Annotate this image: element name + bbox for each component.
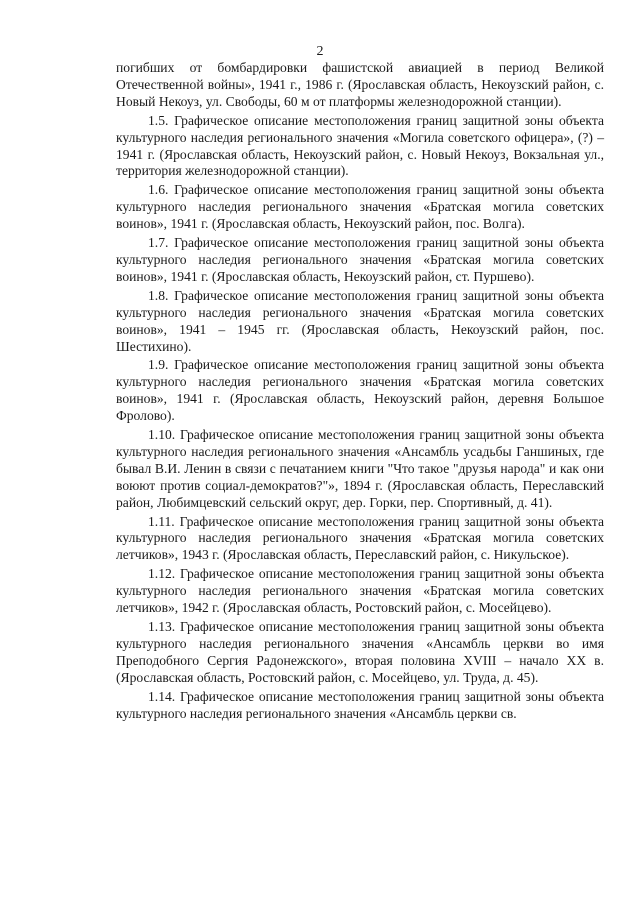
paragraph-1-10: 1.10. Графическое описание местоположения границ защитной зоны объекта культурного наследия регионального значения «Ансамбль усадьбы Ганшиных, где бывал В.И. Ленин в связи с печатанием книги "Что такое "друзья народа" и как они воюют против социал-демократов?"», 1894 г. (Ярославская область, Переславский район, Любимцевский сельский округ, дер. Горки, пер. Спортивный, д. 41). <box>116 427 604 510</box>
paragraph-1-7: 1.7. Графическое описание местоположения границ защитной зоны объекта культурного наследия регионального значения «Братская могила советских воинов», 1941 г. (Ярославская область, Некоузский район, ст. Пуршево). <box>116 235 604 284</box>
paragraph-1-5: 1.5. Графическое описание местоположения границ защитной зоны объекта культурного наследия регионального значения «Могила советского офицера», (?) – 1941 г. (Ярославская область, Некоузский район, с. Новый Некоуз, Вокзальная ул., территория железнодорожной станции). <box>116 112 604 179</box>
paragraph-1-13: 1.13. Графическое описание местоположения границ защитной зоны объекта культурного наследия регионального значения «Ансамбль церкви во имя Преподобного Сергия Радонежского», вторая половина XVIII – начало XX в. (Ярославская область, Ростовский район, с. Мосейцево, ул. Труда, д. 45). <box>116 619 604 685</box>
paragraph-1-9: 1.9. Графическое описание местоположения границ защитной зоны объекта культурного наследия регионального значения «Братская могила советских воинов», 1941 г. (Ярославская область, Некоузский район, деревня Большое Фролово). <box>116 357 604 424</box>
page-number: 2 <box>316 44 324 59</box>
paragraph-1-14: 1.14. Графическое описание местоположения границ защитной зоны объекта культурного наследия регионального значения «Ансамбль церкви св. <box>116 688 604 721</box>
paragraph-1-8: 1.8. Графическое описание местоположения границ защитной зоны объекта культурного наследия регионального значения «Братская могила советских воинов», 1941 – 1945 гг. (Ярославская область, Некоузский район, пос. Шестихино). <box>116 287 604 354</box>
document-body <box>116 60 604 724</box>
paragraph-1-12: 1.12. Графическое описание местоположения границ защитной зоны объекта культурного наследия регионального значения «Братская могила советских летчиков», 1942 г. (Ярославская область, Ростовский район, с. Мосейцево). <box>116 566 604 616</box>
paragraph-continuation: погибших от бомбардировки фашистской авиацией в период Великой Отечественной войны», 1941 г., 1986 г. (Ярославская область, Некоузский район, с. Новый Некоуз, ул. Свободы, 60 м от платформы железнодорожной станции). <box>116 60 604 109</box>
paragraph-1-11: 1.11. Графическое описание местоположения границ защитной зоны объекта культурного наследия регионального значения «Братская могила советских летчиков», 1943 г. (Ярославская область, Переславский район, с. Никульское). <box>116 513 604 563</box>
paragraph-1-6: 1.6. Графическое описание местоположения границ защитной зоны объекта культурного наследия регионального значения «Братская могила советских воинов», 1941 г. (Ярославская область, Некоузский район, пос. Волга). <box>116 182 604 232</box>
